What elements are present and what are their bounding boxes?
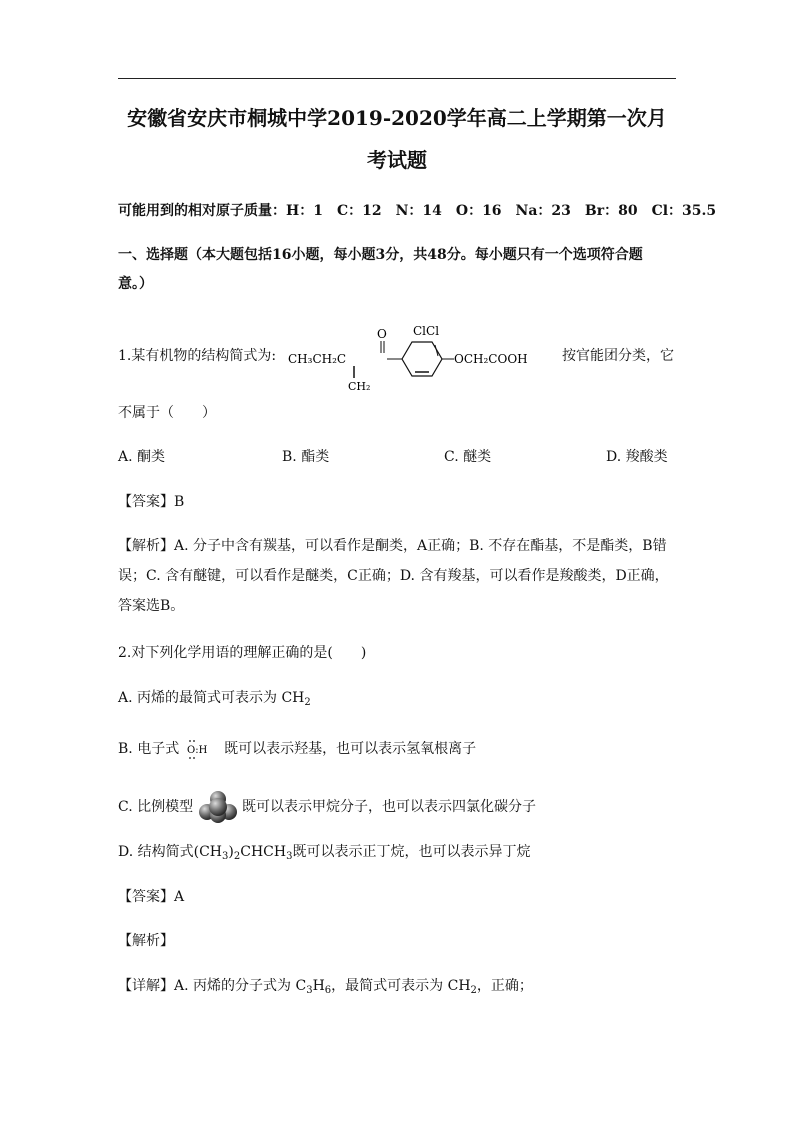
q2-detail-sub3: 2 — [470, 985, 477, 996]
q2-option-b-prefix: B. 电子式 — [118, 741, 180, 757]
q2-option-c-prefix: C. 比例模型 — [118, 799, 194, 815]
q2-d-sub2: 2 — [233, 851, 241, 862]
structure-left-chain: CH₃CH₂C — [288, 352, 347, 366]
q1-option-a: A. 酮类 — [118, 449, 166, 465]
atomic-masses: 可能用到的相对原子质量：H：1 C：12 N：14 O：16 Na：23 Br：80 Cl：35.5 — [118, 203, 717, 219]
q1-option-c: C. 醚类 — [444, 449, 492, 465]
q2-stem: 2.对下列化学用语的理解正确的是( ) — [118, 645, 367, 661]
q1-structure-formula — [288, 322, 560, 396]
q2-option-c — [118, 790, 536, 824]
q2-detail — [118, 976, 533, 1001]
q2-option-b-suffix: 既可以表示羟基，也可以表示氢氧根离子 — [224, 741, 477, 757]
electron-formula-icon — [184, 738, 220, 760]
q1-answer: 【答案】B — [118, 494, 185, 510]
section-heading-cont: 意。） — [118, 276, 153, 292]
electron-formula-text: O:H — [186, 745, 207, 756]
document-title-line1: 安徽省安庆市桐城中学2019-2020学年高二上学期第一次月 — [127, 106, 667, 130]
q1-analysis-line1: 【解析】A. 分子中含有羰基，可以看作是酮类，A正确；B. 不存在酯基，不是酯类，B错 — [118, 538, 667, 554]
q2-d-part2: ) — [228, 844, 234, 860]
q2-analysis-label: 【解析】 — [118, 933, 174, 949]
q2-detail-part3: ，最简式可表示为 CH — [331, 978, 471, 994]
q2-answer: 【答案】A — [118, 889, 185, 905]
q1-option-d: D. 羧酸类 — [606, 449, 668, 465]
space-filling-model-icon — [198, 790, 238, 824]
q2-detail-sub1: 3 — [306, 985, 313, 996]
q2-detail-part2: H — [312, 978, 325, 994]
structure-right-chain: OCH₂COOH — [454, 352, 528, 366]
q2-detail-sub2: 6 — [324, 985, 332, 996]
q2-option-a — [118, 688, 311, 713]
q2-option-a-sub: 2 — [304, 697, 311, 708]
q2-option-c-suffix: 既可以表示甲烷分子，也可以表示四氯化碳分子 — [242, 799, 537, 815]
q2-d-part4: 既可以表示正丁烷，也可以表示异丁烷 — [292, 844, 531, 860]
header-rule — [118, 78, 676, 79]
structure-ring-subst: ClCl — [413, 324, 440, 338]
q2-option-a-text: A. 丙烯的最简式可表示为 CH — [118, 690, 305, 706]
q2-detail-part1: 【详解】A. 丙烯的分子式为 C — [118, 978, 307, 994]
q2-d-sub3: 3 — [286, 851, 293, 862]
structure-methyl: CH₂ — [348, 380, 371, 393]
q2-option-d — [118, 842, 530, 867]
q1-stem-line2: 不属于（ ） — [118, 405, 216, 421]
q2-d-part3: CHCH — [240, 844, 287, 860]
document-title-line2: 考试题 — [367, 148, 427, 172]
q2-d-sub1: 3 — [222, 851, 229, 862]
q1-stem-cont: 按官能团分类，它 — [562, 348, 674, 364]
q2-option-b — [118, 738, 476, 760]
section-heading: 一、选择题（本大题包括16小题，每小题3分，共48分。每小题只有一个选项符合题 — [118, 247, 643, 263]
q1-option-b: B. 酯类 — [282, 449, 330, 465]
q1-analysis-line2: 误；C. 含有醚键，可以看作是醚类，C正确；D. 含有羧基，可以看作是羧酸类，D正确， — [118, 568, 669, 584]
q2-detail-part4: ，正确； — [476, 978, 533, 994]
q1-stem: 1.某有机物的结构简式为: — [118, 348, 277, 364]
structure-carbonyl-o: O — [377, 327, 387, 341]
q2-d-part1: D. 结构简式(CH — [118, 844, 223, 860]
q1-analysis-line3: 答案选B。 — [118, 598, 185, 614]
